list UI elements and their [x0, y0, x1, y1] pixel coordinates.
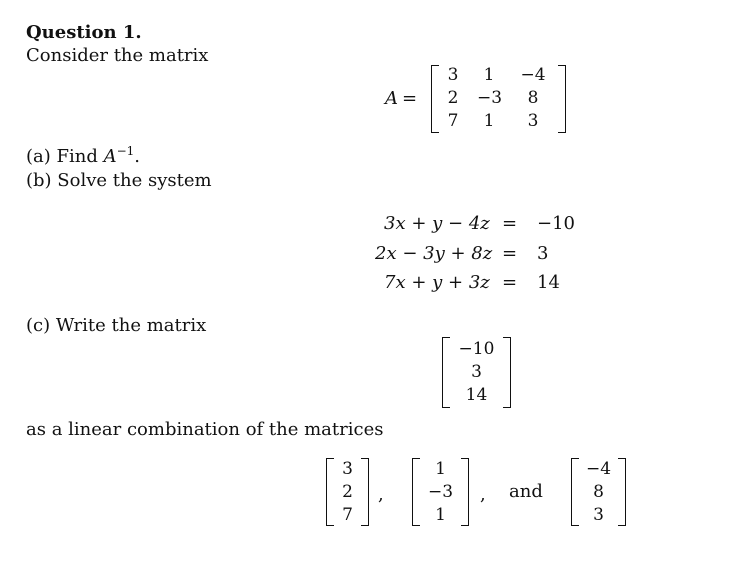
question-heading: Question 1. [26, 22, 142, 43]
vector-cell: −3 [427, 482, 454, 502]
matrix-a-cell: 1 [483, 65, 495, 85]
right-bracket [558, 65, 566, 133]
vector-cell: 3 [342, 459, 353, 479]
matrix-a [431, 65, 566, 133]
part-a-prefix: (a) Find [26, 146, 104, 167]
vector-cell: −4 [585, 459, 612, 479]
vector-cell: 3 [593, 505, 604, 525]
system-rhs: 14 [537, 272, 560, 293]
vector-cell: 7 [342, 505, 353, 525]
matrix-a-equals: = [402, 88, 418, 109]
part-a-exponent: −1 [116, 144, 135, 158]
part-c: (c) Write the matrix [26, 315, 207, 336]
part-a-symbol: A [103, 146, 117, 167]
matrix-a-cell: 7 [447, 111, 459, 131]
matrix-a-label: A [385, 88, 398, 109]
system-equals: = [502, 213, 518, 234]
system-lhs: 2x − 3y + 8z [375, 243, 493, 264]
matrix-a-cell: 1 [483, 111, 495, 131]
target-cell: −10 [458, 339, 495, 359]
matrix-a-cell: −4 [520, 65, 546, 85]
matrix-a-cell: 3 [527, 111, 539, 131]
target-cell: 14 [465, 385, 488, 405]
matrix-a-cell: 3 [447, 65, 459, 85]
part-b: (b) Solve the system [26, 170, 212, 191]
matrix-a-cell: −3 [477, 88, 503, 108]
matrix-a-cell: 8 [527, 88, 539, 108]
system-rhs: −10 [537, 213, 575, 234]
system-lhs: 7x + y + 3z [384, 272, 490, 293]
vector-cell: 8 [593, 482, 604, 502]
vector-2 [412, 458, 469, 526]
vector-1 [326, 458, 369, 526]
intro-text: Consider the matrix [26, 45, 209, 66]
target-cell: 3 [471, 362, 482, 382]
vector-3 [571, 458, 626, 526]
target-vector [442, 337, 511, 408]
linear-combination-text: as a linear combination of the matrices [26, 419, 384, 440]
vector-cell: 2 [342, 482, 353, 502]
system-rhs: 3 [537, 243, 549, 264]
and-text: and [509, 481, 543, 502]
vector-cell: 1 [435, 505, 446, 525]
left-bracket [431, 65, 439, 133]
part-a [26, 146, 140, 167]
part-a-suffix: . [134, 146, 141, 167]
system-equals: = [502, 243, 518, 264]
comma-separator: , [378, 484, 384, 505]
matrix-a-cell: 2 [447, 88, 459, 108]
vector-cell: 1 [435, 459, 446, 479]
comma-separator: , [480, 484, 486, 505]
system-equals: = [502, 272, 518, 293]
system-lhs: 3x + y − 4z [384, 213, 490, 234]
